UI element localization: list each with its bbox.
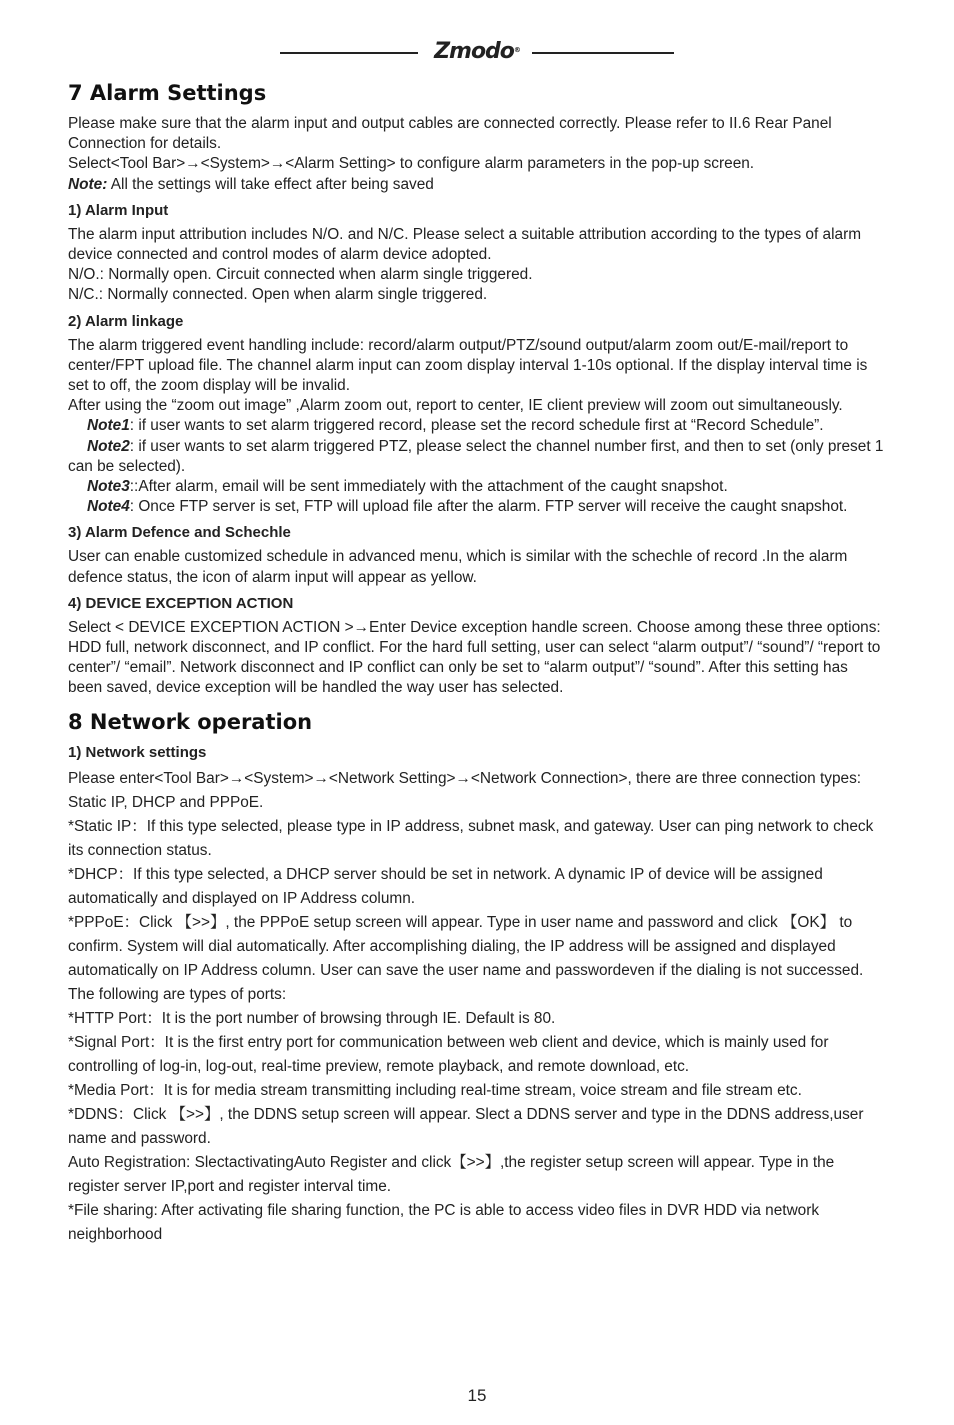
section-title-network: 8 Network operation xyxy=(68,709,313,734)
paragraph: Auto Registration: SlectactivatingAuto Register and click【>>】,the register setup screen will appear. Type in the register server IP,port and register interval time. xyxy=(68,1153,835,1195)
page-number: 15 xyxy=(467,1386,487,1405)
note-label: Note1 xyxy=(87,417,130,435)
header-rule-right xyxy=(532,52,674,54)
paragraph: *HTTP Port：It is the port number of browsing through IE. Default is 80. xyxy=(68,1009,556,1027)
header-logo xyxy=(280,38,674,66)
note-line: Note: All the settings will take effect after being saved xyxy=(68,175,434,193)
note-label: Note4 xyxy=(87,498,130,516)
paragraph: *Static IP：If this type selected, please type in IP address, subnet mask, and gateway. User can ping network to check its connection status. xyxy=(68,817,874,859)
note-label: Note2 xyxy=(87,437,130,455)
note-line: Note4: Once FTP server is set, FTP will upload file after the alarm. FTP server will receive the caught snapshot. xyxy=(87,498,848,516)
paragraph: Select < DEVICE EXCEPTION ACTION >→Enter Device exception handle screen. Choose among these three options: HDD full, network disconnect, and IP conflict. For the hard full setting, user can select “alarm output”/ “sound”/ “report to center”/ “email”. Network disconnect and IP conflict can only be set to “alarm output”/ “sound”. After this setting has been saved, device exception will be handled the way user has selected. xyxy=(68,618,881,697)
note-label: Note3 xyxy=(87,478,130,496)
paragraph: After using the “zoom out image” ,Alarm zoom out, report to center, IE client preview will zoom out simultaneously. xyxy=(68,397,843,415)
subheading-network-settings: 1) Network settings xyxy=(68,743,207,761)
paragraph: *DDNS：Click 【>>】, the DDNS setup screen will appear. Slect a DDNS server and type in the DDNS address,user name and password. xyxy=(68,1105,864,1147)
header-rule-left xyxy=(280,52,418,54)
paragraph: User can enable customized schedule in advanced menu, which is similar with the schechle of record .In the alarm defence status, the icon of alarm input will appear as yellow. xyxy=(68,548,848,586)
subheading-alarm-input: 1) Alarm Input xyxy=(68,201,169,219)
paragraph: Please make sure that the alarm input and output cables are connected correctly. Please refer to II.6 Rear Panel Connection for details. xyxy=(68,115,832,153)
network-settings-body xyxy=(68,767,884,1247)
paragraph: The alarm triggered event handling include: record/alarm output/PTZ/sound output/alarm zoom out/E-mail/report to center/FPT upload file. The channel alarm input can zoom display interval 1-10s optional. If the display interval time is set to off, the zoom display will be invalid. xyxy=(68,336,868,395)
paragraph: N/C.: Normally connected. Open when alarm single triggered. xyxy=(68,286,488,304)
paragraph: The alarm input attribution includes N/O. and N/C. Please select a suitable attribution according to the types of alarm device connected and control modes of alarm device adopted. xyxy=(68,225,862,264)
paragraph: *Signal Port：It is the first entry port for communication between web client and device, which is mainly used for controlling of log-in, log-out, real-time preview, remote playback, and remote download, etc. xyxy=(68,1033,829,1075)
paragraph: *PPPoE：Click 【>>】, the PPPoE setup screen will appear. Type in user name and password and click 【OK】 to confirm. System will dial automatically. After accomplishing dialing, the IP address will be assigned and displayed automatically on IP Address column. User can save the user name and passwordeven if the dialing is not successed. xyxy=(68,913,864,979)
paragraph: Select<Tool Bar>→<System>→<Alarm Setting> to configure alarm parameters in the pop-up screen. xyxy=(68,155,755,173)
paragraph: N/O.: Normally open. Circuit connected when alarm single triggered. xyxy=(68,266,533,284)
zmodo-logo: Zmodo® xyxy=(434,39,520,64)
paragraph: *DHCP：If this type selected, a DHCP server should be set in network. A dynamic IP of device will be assigned automatically and displayed on IP Address column. xyxy=(68,865,823,907)
subheading-alarm-defence: 3) Alarm Defence and Schechle xyxy=(68,524,291,542)
note-line: Note1: if user wants to set alarm triggered record, please set the record schedule first at “Record Schedule”. xyxy=(87,417,824,435)
page-content xyxy=(68,78,884,1247)
note-line: Note2: if user wants to set alarm triggered PTZ, please select the channel number first, and then to set (only preset 1 can be selected). xyxy=(68,437,884,475)
subheading-alarm-linkage: 2) Alarm linkage xyxy=(68,312,184,330)
note-label: Note: xyxy=(68,175,108,193)
paragraph: *Media Port：It is for media stream transmitting including real-time stream, voice stream and file stream etc. xyxy=(68,1081,802,1099)
paragraph: The following are types of ports: xyxy=(68,985,287,1003)
paragraph: *File sharing: After activating file sharing function, the PC is able to access video files in DVR HDD via network neighborhood xyxy=(68,1201,820,1243)
paragraph: Please enter<Tool Bar>→<System>→<Network Setting>→<Network Connection>, there are three connection types: Static IP, DHCP and PPPoE. xyxy=(68,769,862,811)
section-title-alarm: 7 Alarm Settings xyxy=(68,81,267,105)
note-line: Note3::After alarm, email will be sent immediately with the attachment of the caught snapshot. xyxy=(87,478,728,496)
subheading-device-exception: 4) DEVICE EXCEPTION ACTION xyxy=(68,594,294,612)
